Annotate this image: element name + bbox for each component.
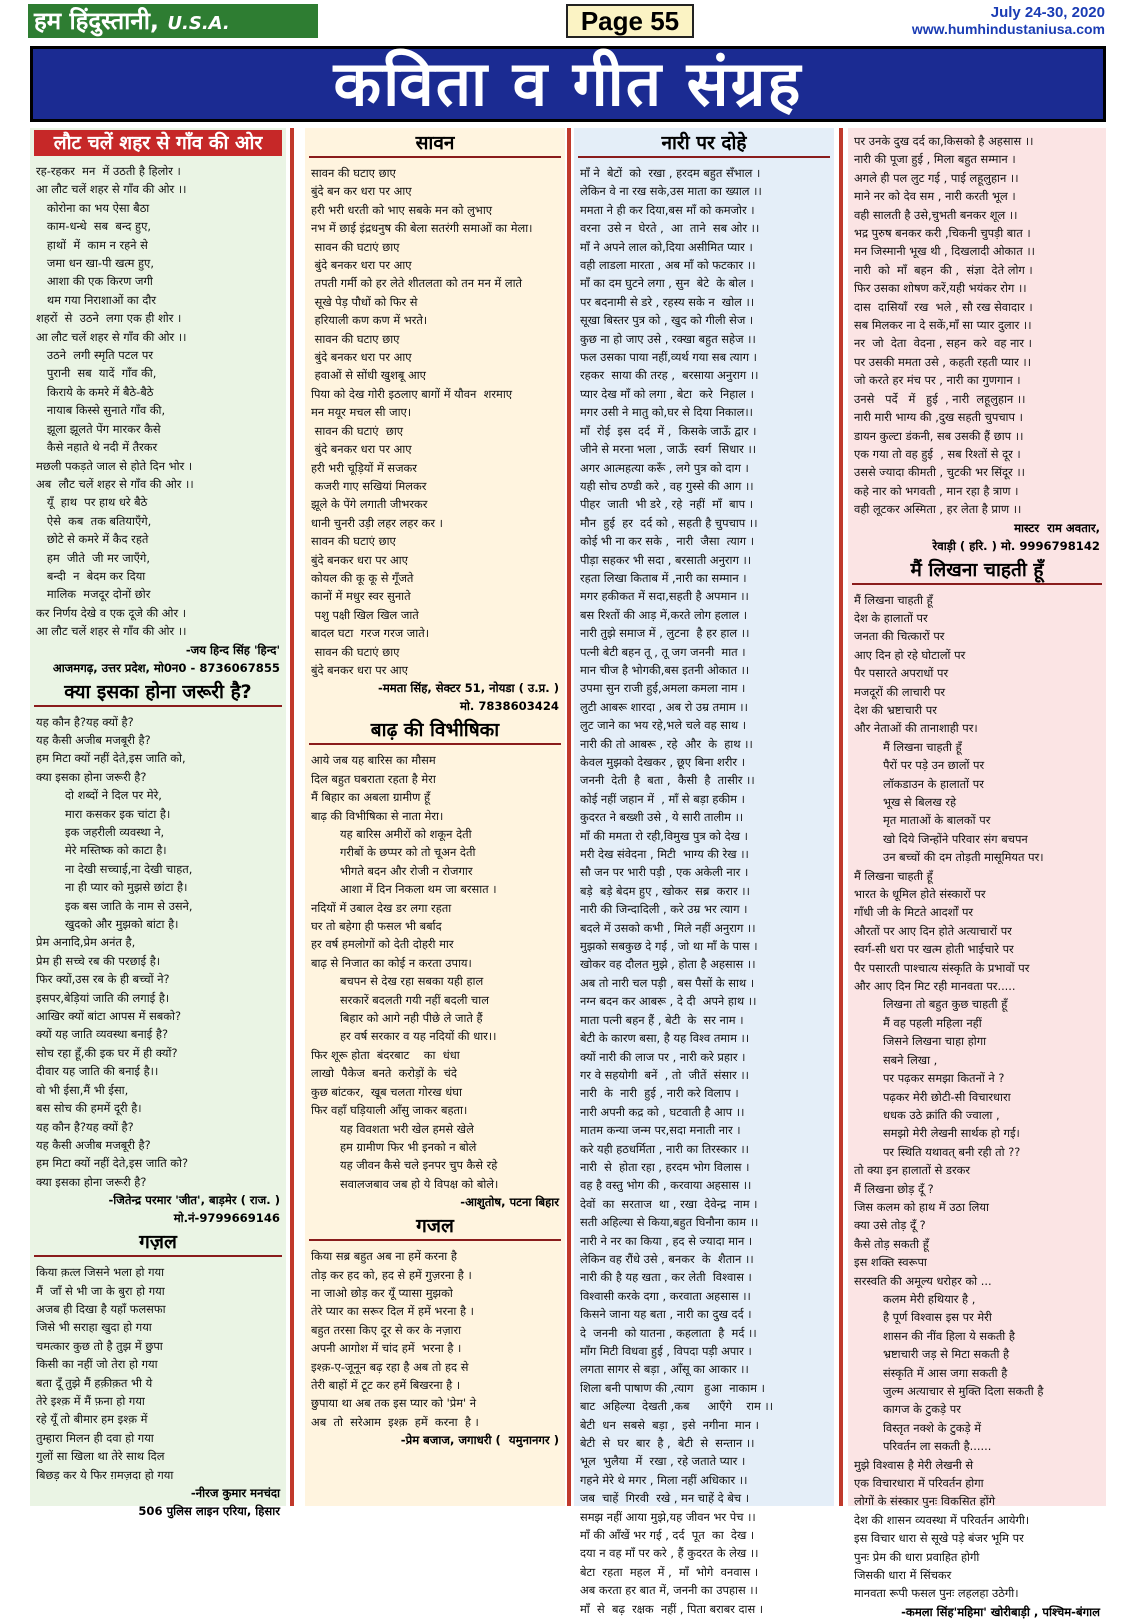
poem-title: गजल <box>309 1213 561 1241</box>
poem-body: आये जब यह बारिस का मौसम दिल बहुत घबराता रहता है मेरा मैं बिहार का अबला ग्रामीण हूँ बाढ़ की विभीषिका से नाता मेरा। यह बारिस अमीरों को शकून देती गरीबों के छप्पर को तो चूअन देती भीगते बदन और रोजी न रोजगार आशा में दिन निकला थम जा बरसात । नदियों में उबाल देख डर लगा रहता घर तो बहेगा ही फसल भी बर्बाद हर वर्ष हमलोगों को देती दोहरी मार बाढ़ से निजात का कोई न करता उपाय। बचपन से देख रहा सबका यही हाल सरकारें बदलती गयी नहीं बदली चाल बिहार को आगे नही पीछे ले जाते हैं हर वर्ष सरकार व यह नदियों की धार।। फिर शूरू होता बंदरबाट का धंधा लाखो पैकेज बनते करोड़ों के चंदे कुछ बांटकर, खूब चलता गोरख धंघा फिर वहाँ घड़ियाली आँसु जाकर बहता। यह विवशता भरी खेल हमसे खेले हम ग्रामीण फिर भी इनको न बोले यह जीवन कैसे चले इनपर चुप कैसे रहे सवालजबाव जब हो ये विपक्ष को बोले। <box>311 753 499 1191</box>
poem-credit: -कमला सिंह'महिमा' खोरीबाड़ी , पश्चिम-बंगाल <box>901 1604 1100 1619</box>
poem-body: माँ ने बेटों को रखा , हरदम बहुत सँभाल । लेकिन वे ना रख सके,उस माता का ख्याल ।। ममता ने ही कर दिया,बस माँ को कमजोर । वरना उसे न घेरते , आ ताने सब ओर ।। माँ ने अपने लाल को,दिया असीमित प्यार । वही लाडला मारता , अब माँ को फटकार ।। माँ का दम घुटने लगा , सुन बेटे के बोल । पर बदनामी से डरे , रहस्य सके न खोल ।। सूखा बिस्तर पुत्र को , खुद को गीली सेज । कुछ ना हो जाए उसे , रक्खा बहुत सहेज ।। फल उसका पाया नहीं,व्यर्थ गया सब त्याग । रहकर साया की तरह , बरसाया अनुराग ।। प्यार देख माँ को लगा , बेटा करे निहाल । मगर उसी ने मातु को,घर से दिया निकाल।। माँ रोई इस दर्द में , किसके जाऊँ द्वार । जीने से मरना भला , जाऊँ स्वर्ग सिधार ।। अगर आत्महत्या करूँ , लगे पुत्र को दाग । यही सोच ठण्डी करे , वह गुस्से की आग ।। पीहर जाती भी डरे , रहे नहीं माँ बाप । मौन हुई हर दर्द को , सहती है चुपचाप ।। कोई भी ना कर सके , नारी जैसा त्याग । पीड़ा सहकर भी सदा , बरसाती अनुराग ।। रहता लिखा किताब में ,नारी का सम्मान । मगर हकीकत में सदा,सहती है अपमान ।। बस रिश्तों की आड़ में,करते लोग हलाल । नारी तुझे समाज में , लुटना है हर हाल ।। पत्नी बेटी बहन तू , तू जग जननी मात । मान चीज है भोगकी,बस इतनी ओकात ।। उपमा सुन राजी हुई,अमला कमला नाम । लुटी आबरू शारदा , अब रो उम्र तमाम ।। लुट जाने का भय रहे,भले चले वह साथ । नारी की तो आबरू , रहे और के हाथ ।। केवल मुझको देखकर , छूए बिना शरीर । जननी देती है बता , कैसी है तासीर ।। कोई नहीं जहान में , माँ से बड़ा हकीम । कुदरत ने बख्शी उसे , ये सारी तालीम ।। माँ की ममता रो रही,विमुख पुत्र को देख । मरी देख संवेदना , मिटी भाग्य की रेख ।। सौ जन पर भारी पड़ी , एक अकेली नार । बड़े बड़े बेदम हुए , खोकर सब्र करार ।। नारी की जिन्दादिली , करे उम्र भर त्याग । बदले में उसको कभी , मिले नहीं अनुराग ।। मुझको सबकुछ दे गई , जो था माँ के पास । खोकर वह दौलत मुझे , होता है अहसास ।। अब तो नारी चल पड़ी , बस पैसों के साथ । नग्न बदन कर आबरू , दे दी अपने हाथ ।। माता पत्नी बहन हैं , बेटी के सर नाम । बेटी के कारण बसा, है यह विश्व तमाम ।। क्यों नारी की लाज पर , नारी करे प्रहार । गर वे सहयोगी बनें , तो जीतें संसार ।। नारी के नारी हुई , नारी करे विलाप । नारी अपनी कद्र को , घटवाती है आप ।। मातम कन्या जन्म पर,सदा मनाती नार । करे यही हठधर्मिता , नारी का तिरस्कार ।। नारी से होता रहा , हरदम भोग विलास । वह है वस्तु भोग की , करवाया अहसास ।। देवों का सरताज था , रखा देवेन्द्र नाम । सती अहिल्या से किया,बहुत घिनौना काम ।। नारी ने नर का किया , हद से ज्यादा मान । लेकिन वह रौंधे उसे , बनकर के शैतान ।। नारी की है यह खता , कर लेती विश्वास । विश्वासी करके दगा , करवाता अहसास ।। किसने जाना यह बता , नारी का दुख दर्द । दे जननी को यातना , कहलाता है मर्द ।। माँग मिटी विधवा हुई , विपदा पड़ी अपार । लगता सागर से बड़ा , आँसू का आकार ।। शिला बनी पाषाण की ,त्याग हुआ नाकाम । बाट अहिल्या देखती ,कब आएँगे राम ।। बेटी धन सबसे बड़ा , इसे नगीना मान । बेटी से घर बार है , बेटी से सन्तान ।। भूल भुलैया में रखा , रहे जताते प्यार । गहने मेरे थे मगर , मिला नहीं अधिकार ।। जब चाहें गिरवी रखे , मन चाहें दे बेच । समझ नहीं आया मुझे,यह जीवन भर पेच ।। माँ की आँखें भर गई , दर्द पूत का देख । दया न वह माँ पर करे , हैं कुदरत के लेख ।। बेटा रहता महल में , माँ भोगे वनवास । अब करता हर बात में, जननी का उपहास ।। माँ से बढ़ रक्षक नहीं , पिता बराबर दास । <box>580 166 774 1616</box>
poem-body: यह कौन है?यह क्यों है? यह कैसी अजीब मजबूरी है? हम मिटा क्यों नहीं देते,इस जाति को, क्या इसका होना जरूरी है? दो शब्दों ने दिल पर मेरे, मारा कसकर इक चांटा है। इक जहरीली व्यवस्था ने, मेरे मस्तिष्क को काटा है। ना देखी सच्चाई,ना देखी चाहत, ना ही प्यार को मुझसे छांटा है। इक बस जाति के नाम से उसने, खुदको और मुझको बांटा है। प्रेम अनादि,प्रेम अनंत है, प्रेम ही सच्चे रब की परछाई है। फिर क्यों,उस रब के ही बच्चों ने? इसपर,बेड़ियां जाति की लगाई है। आखिर क्यों बांटा आपस में सबको? क्यों यह जाति व्यवस्था बनाई है? सोच रहा हूँ,की इक घर में ही क्यों? दीवार यह जाति की बनाई है।। वो भी ईसा,मैं भी ईसा, बस सोच की हममें दूरी है। यह कौन है?यह क्यों है? यह कैसी अजीब मजबूरी है? हम मिटा क्यों नहीं देते,इस जाति को? क्या इसका होना जरूरी है? <box>36 714 193 1189</box>
website-link[interactable]: www.humhindustaniusa.com <box>911 21 1105 37</box>
column-divider <box>290 128 294 1506</box>
poem-body: किया क़त्ल जिसने भला हो गया मैं जाँ से भी जा के बुरा हो गया अजब ही दिखा है यहाँ फलसफा जिसे भी सराहा खुदा हो गया चमत्कार कुछ तो है तुझ में छुपा किसी का नहीं जो तेरा हो गया बता दूँ तुझे मैं हक़ीक़त भी ये तेरे इश्क़ में मैं फ़ना हो गया रहे यूँ तो बीमार हम इश्क़ में तुम्हारा मिलन ही दवा हो गया गुलों सा खिला था तेरे साथ दिल बिछड़ कर ये फिर ग़मज़दा हो गया <box>36 1265 174 1482</box>
column-3 <box>574 128 834 1616</box>
column-2 <box>305 128 565 1506</box>
brand-name: हम हिंदुस्तानी, <box>34 7 160 35</box>
poem-title: गज़ल <box>34 1229 282 1257</box>
poem-title: मैं लिखना चाहती हूँ <box>852 557 1102 585</box>
brand-suffix: U.S.A. <box>167 13 230 34</box>
poem-credit: -नीरज कुमार मनचंदा 506 पुलिस लाइन एरिया, हिसार <box>138 1486 280 1518</box>
poem-credit: -ममता सिंह, सेक्टर 51, नोयडा ( उ.प्र. ) मो. 7838603424 <box>378 681 559 714</box>
page-header <box>0 0 1135 44</box>
poem-title: सावन <box>309 130 561 158</box>
poem-body: किया सब्र बहुत अब ना हमें करना है तोड़ कर हद को, हद से हमें गुज़रना है । ना जाओ छोड़ कर यूँ प्यासा मुझको तेरे प्यार का सरूर दिल में हमें भरना है । बहुत तरसा किए दूर से कर के नज़ारा अपनी आगोश में चांद हमें भरना है । इश्क़-ए-जूनून बढ़ रहा है अब तो हद से तेरी बाहों में टूट कर हमें बिखरना है । छुपाया था अब तक इस प्यार को 'प्रेम' ने अब तो सरेआम इश्क़ हमें करना है । <box>311 1249 479 1429</box>
poem-title: नारी पर दोहे <box>578 130 830 158</box>
column-divider <box>567 128 571 1506</box>
poem-body: पर उनके दुख दर्द का,किसको है अहसास ।। नारी की पूजा हुई , मिला बहुत सम्मान । अगले ही पल लुट गई , पाई लहूलुहान ।। माने नर को देव सम , नारी करती भूल । वही सालती है उसे,चुभती बनकर शूल ।। भद्र पुरुष बनकर करी ,चिकनी चुपड़ी बात । मन जिस्मानी भूख थी , दिखलादी ओकात ।। नारी को माँ बहन की , संज्ञा देते लोग । फिर उसका शोषण करें,यही भयंकर रोग ।। दास दासियाँ रख भले , सौ रख सेवादार । सब मिलकर ना दे सकें,माँ सा प्यार दुलार ।। नर जो देता वेदना , सहन करे वह नार । पर उसकी ममता उसे , कहती रहती प्यार ।। जो करते हर मंच पर , नारी का गुणगान । उनसे पर्दे में हुई , नारी लहूलुहान ।। नारी मारी भाग्य की ,दुख सहती चुपचाप । डायन कुल्टा डंकनी, सब उसकी हैं छाप ।। एक गया तो वह हुई , सब रिश्तों से दूर । उससे ज्यादा कीमती , चुटकी भर सिंदूर ।। कहे नार को भगवती , मान रहा है त्राण । वही लूटकर अस्मिता , हर लेता है प्राण ।। <box>854 134 1035 517</box>
column-divider <box>839 128 843 1506</box>
poem-body: मैं लिखना चाहती हूँ देश के हालातों पर जनता की चित्कारों पर आए दिन हो रहे घोटालों पर पैर पसारते अपराधों पर मजदूरों की लाचारी पर देश की भ्रष्टाचारी पर और नेताओं की तानाशाही पर। मैं लिखना चाहती हूँ पैरों पर पड़े उन छालों पर लॉकडाउन के हालातों पर भूख से बिलख रहे मृत माताओं के बालकों पर खो दिये जिन्होंने परिवार संग बचपन उन बच्चों की दम तोड़ती मासूमियत पर। मैं लिखना चाहती हूँ भारत के धूमिल होते संस्कारों पर गाँधी जी के मिटते आदर्शों पर औरतों पर आए दिन होते अत्याचारों पर स्वर्ग-सी धरा पर खत्म होती भाईचारे पर पैर पसारती पाश्चात्य संस्कृति के प्रभावों पर और आए दिन मिट रही मानवता पर..... लिखना तो बहुत कुछ चाहती हूँ मैं वह पहली महिला नहीं जिसने लिखना चाहा होगा सबने लिखा , पर पढ़कर समझा कितनों ने ? पढ़कर मेरी छोटी-सी विचारधारा धधक उठे क्रांति की ज्वाला , समझो मेरी लेखनी सार्थक हो गई। पर स्थिति यथावत् बनी रही तो ?? तो क्या इन हालातों से डरकर मैं लिखना छोड़ दूँ ? जिस कलम को हाथ में उठा लिया क्या उसे तोड़ दूँ ? कैसे तोड़ सकती हूँ इस शक्ति स्वरूपा सरस्वति की अमूल्य धरोहर को ... कलम मेरी हथियार है , है पूर्ण विश्वास इस पर मेरी शासन की नींव हिला ये सकती है भ्रष्टाचारी जड़ से मिटा सकती है संस्कृति में आस जगा सकती है जुल्म अत्याचार से मुक्ति दिला सकती है कागज के टुकड़े पर विस्तृत नक्शे के टुकड़े में परिवर्तन ला सकती है...... मुझे विश्वास है मेरी लेखनी से एक विचारधारा में परिवर्तन होगा लोगों के संस्कार पुनः विकसित होंगे देश की शासन व्यवस्था में परिवर्तन आयेगी। इस विचार धारा से सूखे पड़े बंजर भूमि पर पुनः प्रेम की धारा प्रवाहित होगी जिसकी धारा में सिंचकर मानवता रूपी फसल पुनः लहलहा उठेगी। <box>854 592 1044 1601</box>
poem-title: क्या इसका होना जरूरी है? <box>34 679 282 707</box>
column-4 <box>848 128 1106 1619</box>
column-1 <box>30 128 286 1518</box>
poem-body: रह-रहकर मन में उठती है हिलोर । आ लौट चलें शहर से गाँव की ओर ।। कोरोना का भय ऐसा बैठा काम-धन्धे सब बन्द हुए, हाथों में काम न रहने से जमा धन खा-पी खत्म हुए, आशा की एक किरण जगी थम गया निराशाओं का दौर शहरों से उठने लगा एक ही शोर । आ लौट चलें शहर से गाँव की ओर ।। उठने लगी स्मृति पटल पर पुरानी सब यादें गाँव की, किराये के कमरे में बैठे-बैठे नायाब किस्से सुनाते गाँव की, झूला झूलते पेंग मारकर कैसे कैसे नहाते थे नदी में तैरकर मछली पकड़ते जाल से होते दिन भोर । अब लौट चलें शहर से गाँव की ओर ।। यूँ हाथ पर हाथ धरे बैठे ऐसे कब तक बतियाएँगे, छोटे से कमरे में कैद रहते हम जीते जी मर जाएँगे, बन्दी न बेदम कर दिया मालिक मजदूर दोनों छोर कर निर्णय देखे व एक दूजे की ओर । आ लौट चलें शहर से गाँव की ओर ।। <box>36 164 194 639</box>
issue-date: July 24-30, 2020 <box>990 4 1105 21</box>
poem-title: लौट चलें शहर से गाँव की ओर <box>34 130 282 156</box>
poem-body: सावन की घटाए छाए बुंदे बन कर धरा पर आए हरी भरी धरती को भाए सबके मन को लुभाए नभ में छाई इंद्रधनुष की बेला सतरंगी समाओं का मेला। सावन की घटाएं छाए बुंदे बनकर धरा पर आए तपती गर्मी को हर लेते शीतलता को तन मन में लाते सूखे पेड़ पौधों को फिर से हरियाली कण कण में भरते। सावन की घटाए छाए बुंदे बनकर धरा पर आए हवाओं से सोंधी खुशबू आए पिया को देख गोरी इठलाए बागों में यौवन शरमाए मन मयूर मचल सी जाए। सावन की घटाएं छाए बुंदे बनकर धरा पर आए हरी भरी चूड़ियों में सजकर कजरी गाए सखियां मिलकर झूले के पेंगे लगाती जीभरकर धानी चुनरी उड़ी लहर लहर कर । सावन की घटाएं छाए बुंदे बनकर धरा पर आए कोयल की कू कू से गूँजते कानों में मधुर स्वर सुनाते पशु पक्षी खिल खिल जाते बादल घटा गरज गरज जाते। सावन की घटाएं छाए बुंदे बनकर धरा पर आए <box>311 166 533 677</box>
section-banner: कविता व गीत संग्रह <box>30 46 1106 122</box>
page-number: Page 55 <box>566 4 694 38</box>
issue-info <box>912 4 1105 38</box>
poem-credit: -जितेन्द्र परमार 'जीत', बाड़मेर ( राज. ) मो.नं-9799669146 <box>108 1193 280 1226</box>
poem-credit: मास्टर राम अवतार, रेवाड़ी ( हरि. ) मो. 9996798142 <box>932 520 1100 553</box>
masthead-brand <box>28 4 318 38</box>
poem-title: बाढ़ की विभीषिका <box>309 717 561 745</box>
poem-credit: -आशुतोष, पटना बिहार <box>460 1195 559 1210</box>
poem-credit: -प्रेम बजाज, जगाधरी ( यमुनानगर ) <box>400 1433 559 1448</box>
poem-credit: -जय हिन्द सिंह 'हिन्द' आजमगढ़, उत्तर प्रदेश, मो0न0 - 8736067855 <box>52 642 280 675</box>
